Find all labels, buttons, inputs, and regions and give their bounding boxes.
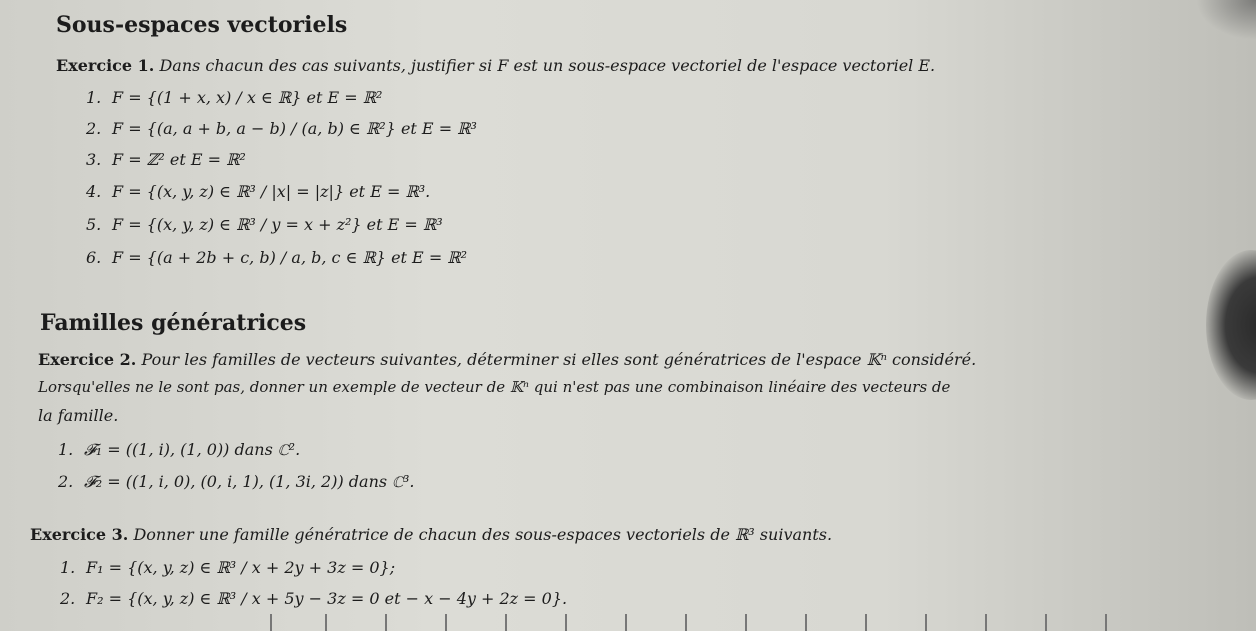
exercise-1-statement (56, 56, 935, 75)
exercise-3-item (60, 589, 567, 608)
item-number: 1. (86, 88, 102, 107)
exercise-2-item (58, 440, 300, 460)
item-text: 𝓕₁ = ((1, i), (1, 0)) dans ℂ². (84, 440, 301, 459)
exercise-3-item (60, 558, 395, 577)
item-number: 3. (86, 150, 102, 169)
item-text: 𝓕₂ = ((1, i, 0), (0, i, 1), (1, 3i, 2)) dans ℂ³. (84, 472, 415, 491)
item-text: F = {(x, y, z) ∈ ℝ³ / y = x + z²} et E = ℝ³ (112, 215, 443, 234)
item-text: F = {(a, a + b, a − b) / (a, b) ∈ ℝ²} et E = ℝ³ (112, 119, 477, 138)
photo-shadow-finger (1206, 250, 1256, 400)
exercise-1-title: Exercice 1. (56, 56, 155, 75)
exercise-2-text: Pour les familles de vecteurs suivantes, déterminer si elles sont génératrices de l'espace 𝕂ⁿ considéré. (141, 350, 977, 369)
item-number: 2. (58, 472, 74, 491)
item-number: 2. (60, 589, 76, 608)
exercise-1-item (86, 182, 430, 201)
item-number: 1. (58, 440, 74, 459)
ruler-ticks (270, 614, 1170, 631)
exercise-1-item (86, 88, 382, 107)
item-text: F₂ = {(x, y, z) ∈ ℝ³ / x + 5y − 3z = 0 et − x − 4y + 2z = 0}. (86, 589, 568, 608)
exercise-1-item (86, 119, 477, 138)
item-text: F = {(1 + x, x) / x ∈ ℝ} et E = ℝ² (112, 88, 383, 107)
item-text: F = {(a + 2b + c, b) / a, b, c ∈ ℝ} et E = ℝ² (112, 248, 468, 267)
exercise-3-statement (30, 525, 832, 544)
exercise-2-line-3: la famille. (38, 406, 119, 425)
item-number: 6. (86, 248, 102, 267)
item-number: 2. (86, 119, 102, 138)
exercise-2-title: Exercice 2. (38, 350, 137, 369)
exercise-2-line-2: Lorsqu'elles ne le sont pas, donner un exemple de vecteur de 𝕂ⁿ qui n'est pas une combinaison linéaire des vecteurs de (38, 378, 951, 396)
exercise-1-item (86, 215, 443, 234)
item-text: F₁ = {(x, y, z) ∈ ℝ³ / x + 2y + 3z = 0}; (86, 558, 396, 577)
exercise-3-text: Donner une famille génératrice de chacun des sous-espaces vectoriels de ℝ³ suivants. (133, 525, 833, 544)
item-text: F = ℤ² et E = ℝ² (112, 150, 246, 169)
item-number: 1. (60, 558, 76, 577)
exercise-3-title: Exercice 3. (30, 525, 129, 544)
item-number: 4. (86, 182, 102, 201)
exercise-2-item (58, 472, 414, 492)
exercise-1-item (86, 248, 467, 267)
exercise-2-line-1 (38, 350, 976, 369)
exercise-1-item (86, 150, 246, 169)
photo-shadow-top (1196, 0, 1256, 40)
section-title: Familles génératrices (40, 310, 307, 336)
item-text: F = {(x, y, z) ∈ ℝ³ / |x| = |z|} et E = ℝ³. (112, 182, 431, 201)
item-number: 5. (86, 215, 102, 234)
exercise-1-text: Dans chacun des cas suivants, justifier si F est un sous-espace vectoriel de l'espace vectoriel E. (159, 56, 936, 75)
section-title: Sous-espaces vectoriels (56, 12, 348, 38)
